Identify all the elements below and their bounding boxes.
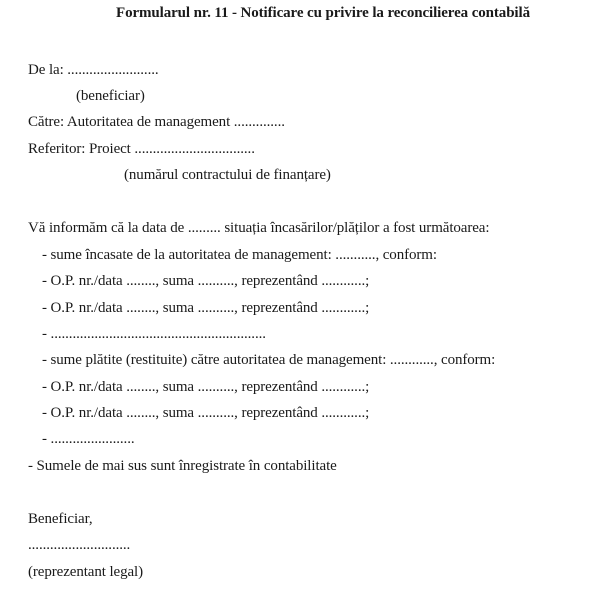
- received-heading: - sume încasate de la autoritatea de management: ..........., conform:: [42, 247, 437, 263]
- contract-note: (numărul contractului de finanțare): [124, 167, 331, 183]
- received-item: - O.P. nr./data ........, suma .........., reprezentând ............;: [42, 300, 370, 316]
- signature-dots: ............................: [28, 537, 131, 553]
- from-line: De la: .........................: [28, 62, 159, 78]
- paid-heading: - sume plătite (restituite) către autoritatea de management: ............, conform:: [42, 352, 496, 368]
- form-title: Formularul nr. 11 - Notificare cu privire la reconcilierea contabilă: [116, 5, 530, 21]
- received-item: - O.P. nr./data ........, suma .........., reprezentând ............;: [42, 273, 370, 289]
- paid-item: - O.P. nr./data ........, suma .........., reprezentând ............;: [42, 405, 370, 421]
- intro-text: Vă informăm că la data de ......... situația încasărilor/plăților a fost următoarea:: [28, 220, 490, 236]
- to-line: Către: Autoritatea de management ..............: [28, 114, 285, 130]
- paid-item: - .......................: [42, 431, 135, 447]
- beneficiary-note: (beneficiar): [76, 88, 145, 104]
- paid-item: - O.P. nr./data ........, suma .........., reprezentând ............;: [42, 379, 370, 395]
- reference-line: Referitor: Proiect .................................: [28, 141, 255, 157]
- received-item: - ...........................................................: [42, 326, 266, 342]
- signature-label: Beneficiar,: [28, 511, 93, 527]
- signature-role: (reprezentant legal): [28, 564, 144, 580]
- registered-note: - Sumele de mai sus sunt înregistrate în contabilitate: [28, 458, 337, 474]
